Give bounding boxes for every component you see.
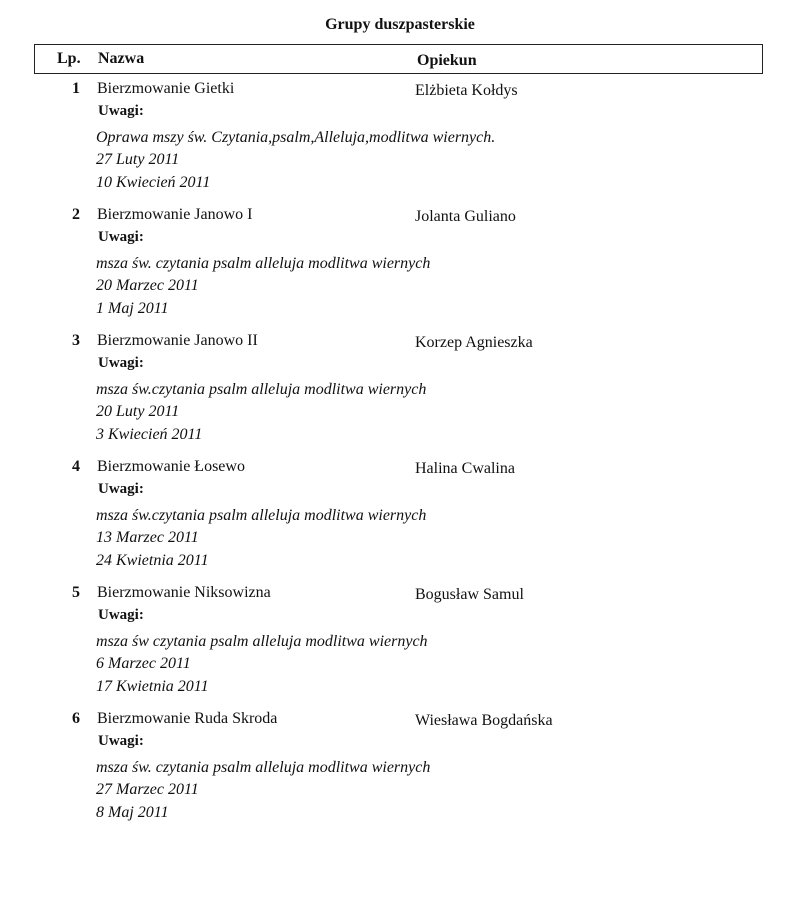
entry-name: Bierzmowanie Niksowizna [97,584,271,601]
list-item [0,332,800,452]
entry-note: msza św.czytania psalm alleluja modlitwa wiernych [96,507,427,524]
entry-date-2: 17 Kwietnia 2011 [96,678,209,695]
entry-number: 3 [72,332,80,349]
entry-date-1: 13 Marzec 2011 [96,529,199,546]
list-item [0,80,800,200]
list-item [0,710,800,830]
entry-guardian: Halina Cwalina [415,460,515,477]
entry-notes-label: Uwagi: [98,229,144,245]
entry-date-1: 6 Marzec 2011 [96,655,191,672]
entry-number: 2 [72,206,80,223]
entry-number: 5 [72,584,80,601]
entry-guardian: Jolanta Guliano [415,208,516,225]
entry-date-2: 24 Kwietnia 2011 [96,552,209,569]
entry-date-2: 1 Maj 2011 [96,300,169,317]
entry-number: 1 [72,80,80,97]
header-nazwa: Nazwa [98,50,145,67]
entry-date-1: 27 Marzec 2011 [96,781,199,798]
list-item [0,584,800,704]
entry-name: Bierzmowanie Janowo I [97,206,253,223]
list-item [0,206,800,326]
entry-note: msza św.czytania psalm alleluja modlitwa wiernych [96,381,427,398]
entry-date-2: 10 Kwiecień 2011 [96,174,211,191]
entry-notes-label: Uwagi: [98,607,144,623]
header-opiekun: Opiekun [417,52,477,69]
header-lp: Lp. [57,50,81,67]
entry-date-1: 20 Marzec 2011 [96,277,199,294]
entry-notes-label: Uwagi: [98,481,144,497]
entry-number: 6 [72,710,80,727]
entry-name: Bierzmowanie Gietki [97,80,235,97]
entry-notes-label: Uwagi: [98,355,144,371]
entry-date-1: 20 Luty 2011 [96,403,180,420]
entry-note: msza św. czytania psalm alleluja modlitwa wiernych [96,255,431,272]
entry-name: Bierzmowanie Łosewo [97,458,245,475]
entry-date-2: 8 Maj 2011 [96,804,169,821]
entry-guardian: Korzep Agnieszka [415,334,533,351]
entry-note: Oprawa mszy św. Czytania,psalm,Alleluja,modlitwa wiernych. [96,129,496,146]
entry-date-1: 27 Luty 2011 [96,151,180,168]
entry-note: msza św. czytania psalm alleluja modlitwa wiernych [96,759,431,776]
entry-number: 4 [72,458,80,475]
entry-notes-label: Uwagi: [98,103,144,119]
entry-note: msza św czytania psalm alleluja modlitwa wiernych [96,633,428,650]
entry-guardian: Wiesława Bogdańska [415,712,553,729]
entry-name: Bierzmowanie Ruda Skroda [97,710,278,727]
entry-notes-label: Uwagi: [98,733,144,749]
entry-name: Bierzmowanie Janowo II [97,332,258,349]
page-title: Grupy duszpasterskie [325,16,475,33]
entry-guardian: Bogusław Samul [415,586,524,603]
entry-date-2: 3 Kwiecień 2011 [96,426,203,443]
entry-guardian: Elżbieta Kołdys [415,82,518,99]
table-header [34,44,763,74]
list-item [0,458,800,578]
